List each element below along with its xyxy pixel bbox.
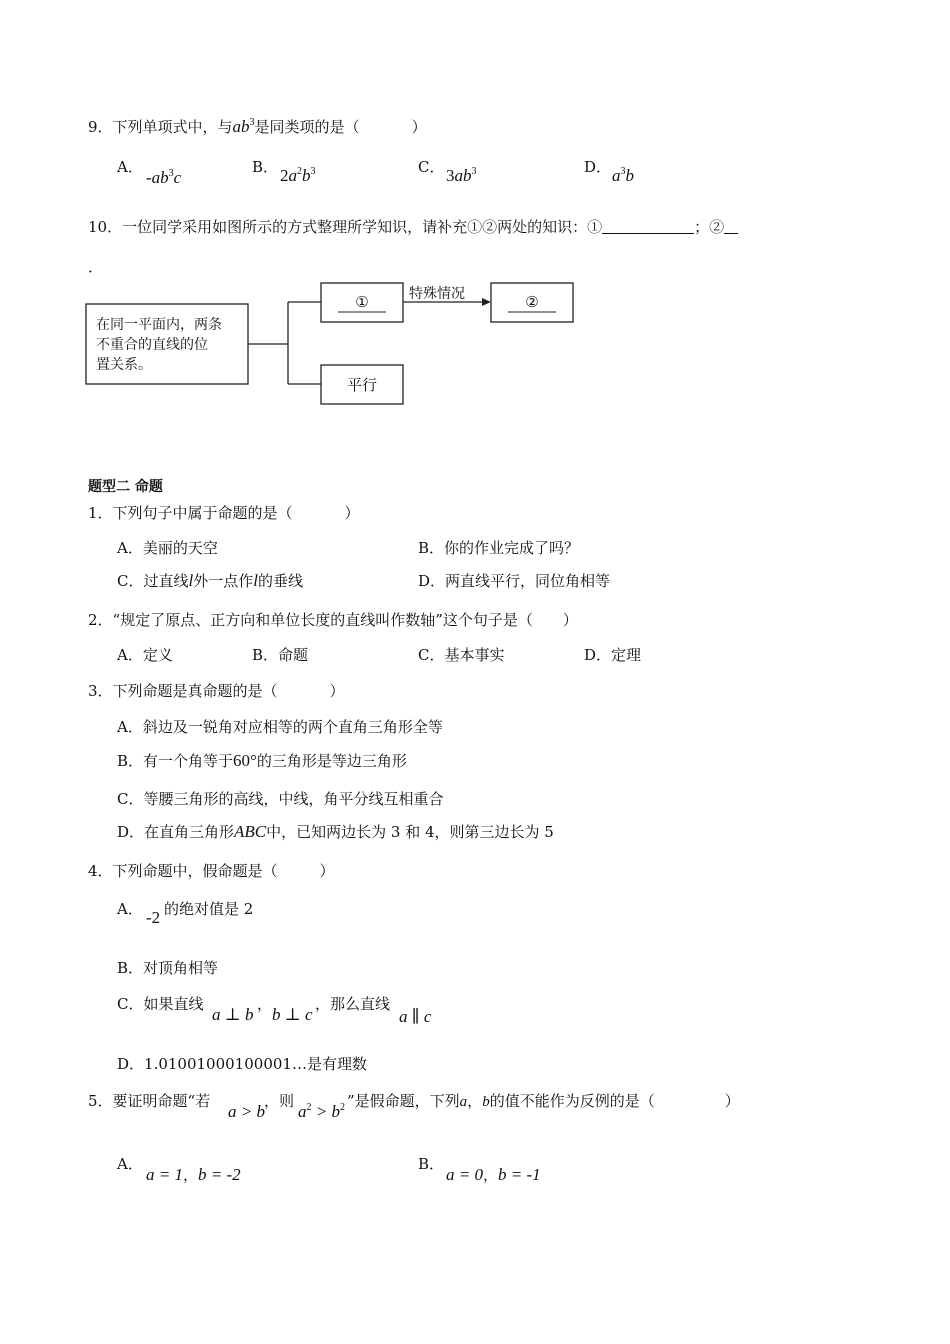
s2-q4-a-text: 的绝对值是 2: [164, 900, 254, 918]
diagram-box-3-label: 平行: [346, 376, 378, 394]
diagram-root-line3: 置关系。: [96, 357, 152, 373]
s2-q5-stem-after: [347, 1090, 740, 1111]
q9-d-m2: b: [625, 166, 634, 185]
q9-option-c-math: [446, 166, 477, 186]
s2-q1-option-a: A．美丽的天空: [117, 539, 218, 557]
s2-q1-stem: [88, 502, 360, 523]
s2-q4-a-math: -2: [146, 908, 161, 927]
s2-q5-m2: [298, 1102, 345, 1122]
s2-q4-stem: [88, 860, 335, 881]
s2-q5-b-math2: b = -1: [498, 1165, 541, 1184]
s2-q5-tail: 的值不能作为反例的是（: [489, 1092, 655, 1110]
q10-sep: ；②: [694, 218, 725, 236]
s2-q5-option-a: [117, 1153, 143, 1174]
q9-c-e1: 3: [471, 166, 477, 177]
q9-d-m1: a: [612, 166, 621, 185]
s2-q5-b-math1: a = 0: [446, 1165, 483, 1184]
s2-q2-option-c: C．基本事实: [418, 646, 505, 664]
s2-q3-b-before: B．有一个角等于: [117, 752, 234, 770]
s2-q5-a-math1: a = 1: [146, 1165, 183, 1184]
s2-q5-a-math2: b = -2: [198, 1165, 241, 1184]
s2-q3-d-after: 中，已知两边长为 3 和 4，则第三边长为 5: [266, 823, 554, 841]
s2-q3-close: ）: [329, 682, 345, 700]
s2-q3-option-c: C．等腰三角形的高线，中线，角平分线互相重合: [117, 790, 444, 808]
q9-option-d-math: [612, 166, 634, 186]
q9-option-d-label: D．: [584, 158, 612, 176]
diagram-root-line1: 在同一平面内，两条: [96, 317, 222, 333]
s2-q4-c-mid: ，那么直线: [315, 995, 391, 1013]
q10-end: [88, 256, 103, 277]
q10-stem: [88, 216, 738, 237]
s2-q1-stem-text: 1．下列句子中属于命题的是（: [88, 504, 293, 522]
s2-q5-m2-b: > b: [311, 1102, 340, 1121]
diagram-root-line2: 不重合的直线的位: [96, 337, 208, 353]
s2-q3-b-after: 的三角形是等边三角形: [256, 752, 407, 770]
s2-q1-option-d: D．两直线平行，同位角相等: [418, 572, 611, 590]
s2-q1-c-math2: l: [253, 571, 258, 590]
q10-end-text: ．: [88, 258, 104, 276]
s2-q1-c-before: C．过直线: [117, 572, 189, 590]
s2-q2-option-a: A．定义: [117, 646, 173, 664]
q9-b-m2: b: [302, 166, 311, 185]
s2-q3-option-d: [117, 821, 554, 842]
q9-stem-math: [233, 117, 255, 136]
q10-diagram: [84, 280, 584, 410]
q9-d-e1: 3: [620, 166, 626, 177]
q9-b-coef: 2: [280, 166, 289, 185]
q9-option-c: [418, 156, 444, 177]
s2-q5-b-comma: ，: [482, 1168, 498, 1184]
s2-q4-close: ）: [319, 862, 335, 880]
s2-q5-mid1: ，则: [264, 1092, 295, 1110]
s2-q4-option-d: D．1.01001000100001…是有理数: [117, 1055, 367, 1073]
q9-stem-text: 9．下列单项式中，与: [88, 118, 233, 136]
s2-q5-a-math: [146, 1164, 241, 1185]
q9-c-coef: 3: [446, 166, 455, 185]
diagram-box-2-label: ②: [525, 293, 539, 311]
s2-q4-stem-text: 4．下列命题中，假命题是（: [88, 862, 278, 880]
s2-q4-option-a: [117, 898, 143, 919]
q9-a-base: -ab: [146, 168, 169, 187]
s2-q4-c-comma: ，: [257, 995, 273, 1013]
s2-q5-var-a: a: [459, 1094, 468, 1110]
s2-q5-m2-e1: 2: [306, 1102, 312, 1113]
q9-stem-math-exp: 3: [249, 117, 255, 128]
q9-a-tail: c: [173, 168, 182, 187]
q9-c-m1: ab: [454, 166, 472, 185]
s2-q2-close: ）: [562, 611, 578, 629]
s2-q4-option-b: B．对顶角相等: [117, 959, 219, 977]
s2-q3-d-math: ABC: [234, 822, 267, 841]
q9-option-a-math: [146, 168, 181, 188]
s2-q5-comma: ，: [467, 1092, 483, 1110]
diagram-arrow-label: 特殊情况: [409, 286, 465, 302]
s2-q3-stem: [88, 680, 345, 701]
q9-option-c-label: C．: [418, 158, 445, 176]
q9-option-a-label: A．: [117, 158, 143, 176]
q9-b-m1: a: [288, 166, 297, 185]
s2-q2-option-b: B．命题: [252, 646, 309, 664]
q9-stem: [88, 116, 427, 137]
s2-q3-stem-text: 3．下列命题是真命题的是（: [88, 682, 278, 700]
q9-stem-close: ）: [411, 118, 427, 136]
section-title: 题型二 命题: [88, 479, 163, 495]
s2-q5-option-b: [418, 1153, 444, 1174]
s2-q3-b-math: 60°: [233, 751, 257, 770]
q10-blank-2[interactable]: [724, 219, 738, 234]
s2-q3-d-before: D．在直角三角形: [117, 823, 235, 841]
s2-q1-option-b: B．你的作业完成了吗？: [418, 539, 580, 557]
s2-q5-m1: a > b: [228, 1102, 265, 1121]
s2-q1-c-mid: 外一点作: [193, 572, 254, 590]
s2-q3-option-a: A．斜边及一锐角对应相等的两个直角三角形全等: [117, 718, 443, 736]
s2-q4-option-c: [117, 993, 203, 1014]
s2-q5-m2-a: a: [298, 1102, 307, 1121]
diagram-arrow-head: [482, 298, 491, 306]
s2-q4-c-math3: a ∥ c: [399, 1007, 432, 1026]
q9-option-b-math: [280, 166, 316, 186]
s2-q4-c-math2: b ⊥ c: [272, 1005, 313, 1024]
s2-q4-c-label: C．如果直线: [117, 995, 204, 1013]
s2-q5-after-text: ”是假命题，下列: [347, 1092, 460, 1110]
q9-stem-after: 是同类项的是（: [254, 118, 360, 136]
s2-q5-a-comma: ，: [182, 1168, 198, 1184]
q9-option-b-label: B．: [252, 158, 279, 176]
q9-b-e2: 3: [310, 166, 316, 177]
q9-option-a: [117, 156, 143, 177]
s2-q1-close: ）: [344, 504, 360, 522]
diagram-box-1-label: ①: [355, 293, 369, 311]
q9-option-d: [584, 156, 611, 177]
s2-q5-b-label: B．: [418, 1155, 445, 1173]
s2-q5-var-b: b: [482, 1094, 490, 1110]
s2-q5-stem-before: 5．要证明命题“若: [88, 1092, 211, 1110]
q9-b-e1: 2: [297, 166, 302, 177]
s2-q3-option-b: [117, 750, 407, 771]
s2-q1-option-c: [117, 570, 303, 591]
s2-q5-close: ）: [724, 1092, 740, 1110]
s2-q1-c-math1: l: [188, 571, 194, 590]
s2-q4-c-math1: a ⊥ b: [212, 1005, 254, 1024]
s2-q2-stem-text: 2．“规定了原点、正方向和单位长度的直线叫作数轴”这个句子是（: [88, 611, 533, 629]
s2-q1-c-after: 的垂线: [257, 572, 303, 590]
s2-q4-a-label: A．: [117, 900, 143, 918]
s2-q2-stem: [88, 609, 578, 630]
q9-stem-math-base: ab: [232, 117, 250, 136]
q9-option-b: [252, 156, 278, 177]
q9-a-exp: 3: [168, 168, 174, 179]
s2-q5-m2-e2: 2: [339, 1102, 345, 1113]
q10-stem-text: 10．一位同学采用如图所示的方式整理所学知识，请补充①②两处的知识：①: [88, 218, 603, 236]
s2-q2-option-d: D．定理: [584, 646, 642, 664]
s2-q5-a-label: A．: [117, 1155, 143, 1173]
s2-q5-b-math: [446, 1164, 541, 1185]
q10-blank-1[interactable]: [602, 219, 694, 234]
